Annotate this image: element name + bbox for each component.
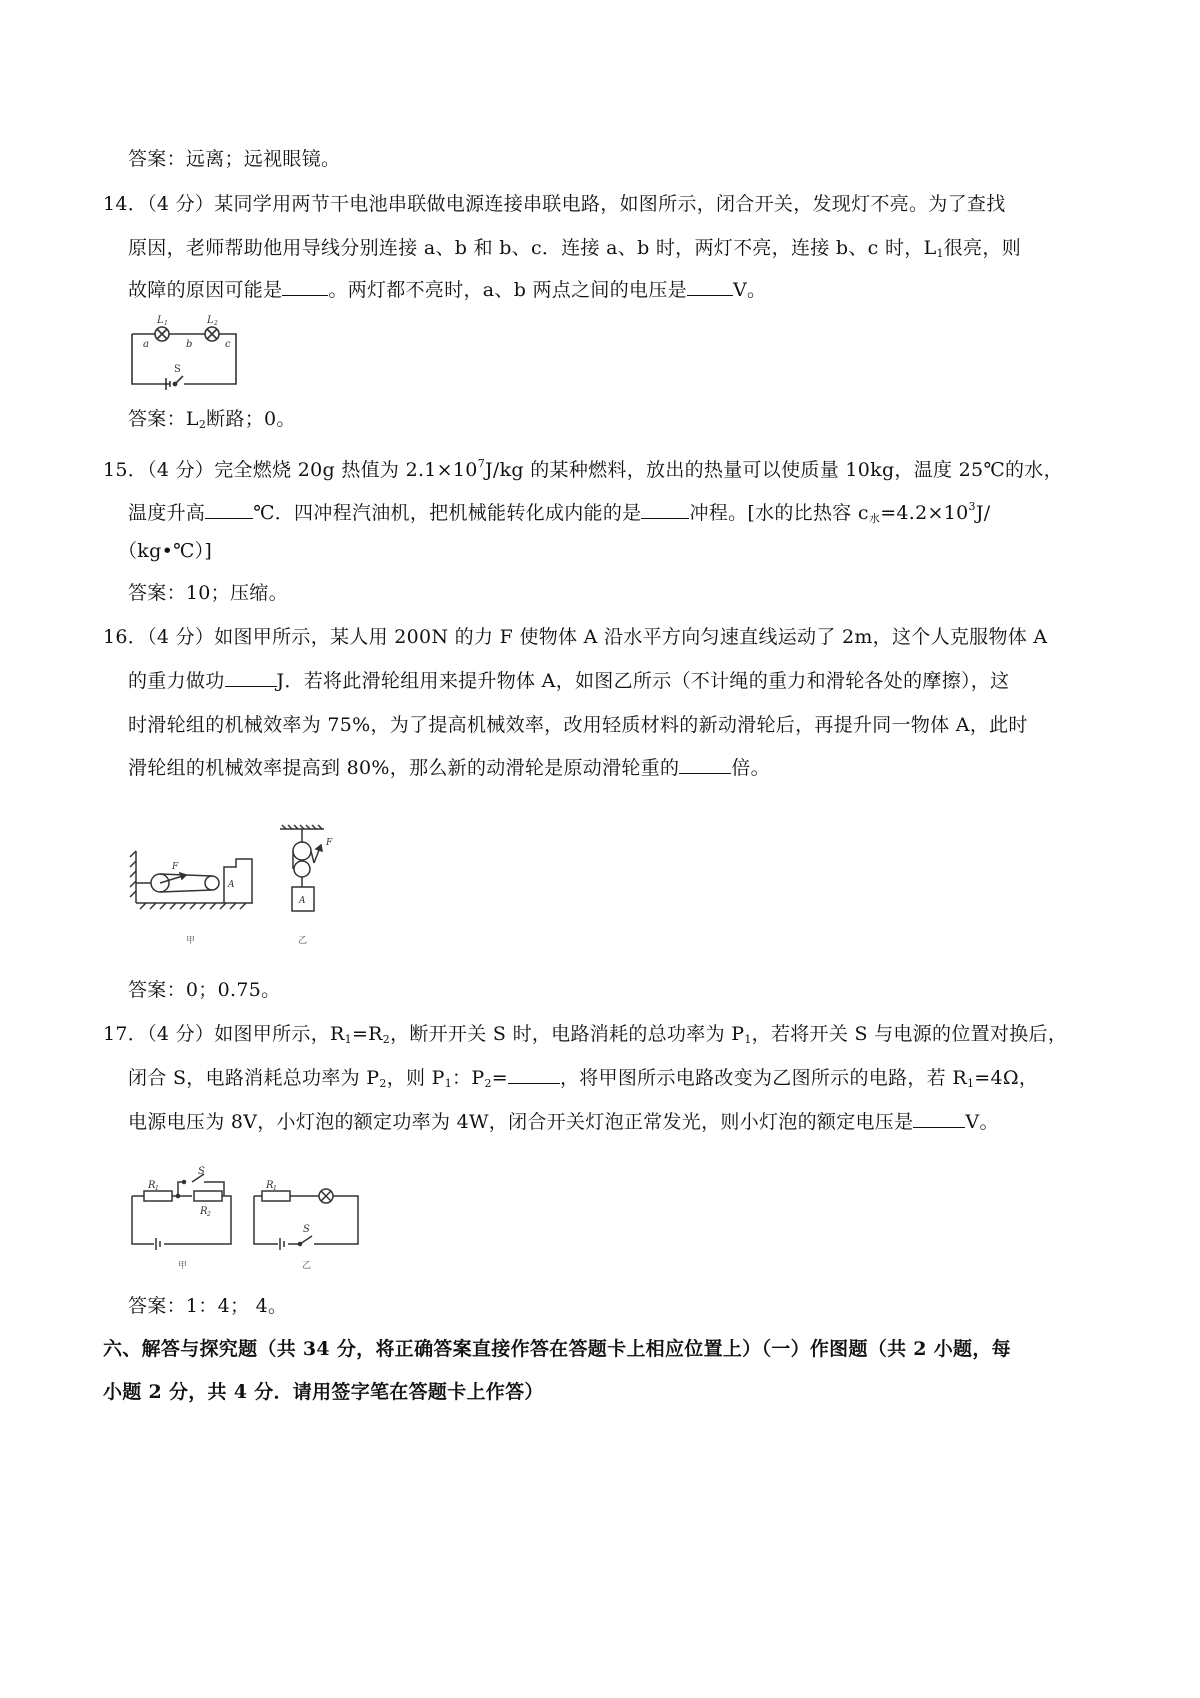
section6-heading-line2: 小题 2 分，共 4 分．请用签字笔在答题卡上作答） [103,1381,544,1403]
q17-line3: 电源电压为 8V，小灯泡的额定功率为 4W，闭合开关灯泡正常发光，则小灯泡的额定电压是 V。 [128,1111,999,1133]
label-L2: L [207,315,214,326]
q14-circuit-figure [128,312,243,392]
q15-line1: 15．（4 分）完全燃烧 20g 热值为 $2.1\times 10^7J/kg$ 的某种燃料，放出的热量可以使质量 10kg，温度 25℃的水， [103,457,1063,481]
caption-jia-17: 甲 [178,1261,188,1271]
q15-line2: 温度升高 ℃．四冲程汽油机，把机械能转化成内能的是 冲程。[水的比热容 $c_水=4.2\times 10^3J/$ [128,500,991,525]
label-S1: S [198,1166,205,1177]
q16-blank-2[interactable] [679,755,731,774]
q16-line4: 滑轮组的机械效率提高到 80%，那么新的动滑轮是原动滑轮重的 倍。 [128,757,770,779]
label-b: b [186,339,193,350]
svg-text:2: 2 [214,320,218,327]
caption-yi-17: 乙 [302,1261,312,1271]
label-A2: A [299,896,306,906]
q14-line1: 14．（4 分）某同学用两节干电池串联做电源连接串联电路，如图所示，闭合开关，发现灯不亮。为了查找 [103,193,1006,215]
section6-heading-line1: 六、解答与探究题（共 34 分，将正确答案直接作答在答题卡上相应位置上）（一）作图题（共 2 小题，每 [103,1338,1011,1360]
answer-16: 答案：0；0.75。 [128,979,281,1001]
label-S: S [174,364,181,375]
q17-blank-1[interactable] [508,1065,560,1084]
answer-15: 答案：10；压缩。 [128,582,288,604]
q14-line3: 故障的原因可能是 。两灯都不亮时，a、b 两点之间的电压是 V。 [128,279,767,301]
label-a: a [143,339,149,350]
label-S2: S [303,1224,310,1235]
svg-text:2: 2 [207,1211,211,1218]
q16-line3: 时滑轮组的机械效率为 75%，为了提高机械效率，改用轻质材料的新动滑轮后，再提升同一物体 A，此时 [128,714,1028,736]
label-F1: F [172,862,179,872]
svg-text:1: 1 [155,1185,159,1192]
label-L1: L [157,315,164,326]
label-A1: A [228,880,235,890]
label-R1: R [148,1180,156,1191]
svg-text:1: 1 [273,1185,277,1192]
label-F2: F [326,838,333,848]
caption-yi: 乙 [298,936,308,946]
q16-pulley-figure [128,823,348,953]
label-R1b: R [266,1180,274,1191]
label-R2: R [200,1206,208,1217]
caption-jia: 甲 [186,936,196,946]
q15-line3: （kg•℃）] [118,540,213,562]
q15-blank-2[interactable] [641,500,689,519]
answer-13: 答案：远离；远视眼镜。 [128,148,341,170]
q17-line2: 闭合 S，电路消耗总功率为 $P_2$，则 $P_1$：$P_2=$ ，将甲图所示电路改变为乙图所示的电路，若 $R_1=4\Omega$， [128,1067,1039,1090]
q16-blank-1[interactable] [225,668,277,687]
q15-blank-1[interactable] [205,500,253,519]
svg-text:1: 1 [164,320,168,327]
q14-line2: 原因，老师帮助他用导线分别连接 a、b 和 b、c．连接 a、b 时，两灯不亮，连接 b、c 时，$L_1$很亮，则 [128,237,1021,260]
q14-blank-2[interactable] [687,277,733,296]
answer-14: 答案：$L_2$断路；0。 [128,408,296,431]
q16-line2: 的重力做功 J．若将此滑轮组用来提升物体 A，如图乙所示（不计绳的重力和滑轮各处的摩擦），这 [128,670,1010,692]
q14-blank-1[interactable] [282,277,328,296]
q17-line1: 17．（4 分）如图甲所示，$R_1=R_2$，断开开关 S 时，电路消耗的总功率为 $P_1$，若将开关 S 与电源的位置对换后， [103,1023,1068,1046]
label-c: c [225,339,231,350]
q17-blank-2[interactable] [913,1109,965,1128]
q16-line1: 16．（4 分）如图甲所示，某人用 200N 的力 F 使物体 A 沿水平方向匀速直线运动了 2m，这个人克服物体 A [103,626,1048,648]
answer-17: 答案：1：4； 4。 [128,1295,288,1317]
q17-circuit-figure [128,1166,368,1276]
